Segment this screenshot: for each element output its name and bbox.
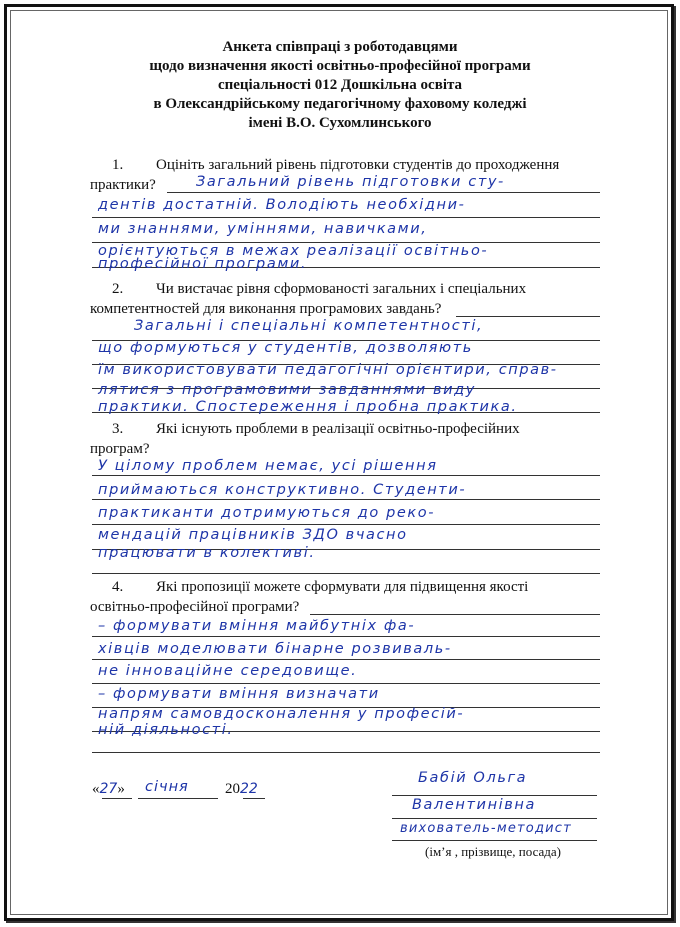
question-3-number: 3.	[112, 421, 124, 437]
question-2	[90, 279, 602, 319]
date-quote-open: «	[92, 781, 100, 797]
answer-1-handwriting-5: професійної програми.	[98, 256, 308, 272]
answer-3-line	[92, 524, 600, 525]
answer-3-handwriting-2: приймаються конструктивно. Студенти-	[98, 482, 467, 498]
answer-4-handwriting-6: ній діяльності.	[98, 722, 234, 738]
signatory-line	[392, 818, 597, 819]
question-1-text-a: Оцініть загальний рівень підготовки студентів до проходження	[156, 157, 560, 173]
date-year-suffix: 22	[240, 781, 258, 797]
answer-4-line	[92, 752, 600, 753]
answer-4-handwriting-3: не інноваційне середовище.	[98, 663, 358, 679]
date-day: 27	[99, 781, 118, 797]
title-line-5: імені В.О. Сухомлинського	[248, 115, 432, 131]
question-4	[90, 577, 602, 617]
answer-3-line	[92, 499, 600, 500]
date-year-prefix: 20	[225, 781, 240, 797]
answer-3-handwriting-3: практиканти дотримуються до реко-	[98, 505, 436, 521]
answer-1-line	[167, 192, 600, 193]
answer-3-handwriting-4: мендацій працівників ЗДО вчасно	[98, 527, 408, 543]
signatory-position: вихователь-методист	[400, 821, 572, 836]
date-year	[225, 781, 258, 798]
answer-2-handwriting-3: їм використовувати педагогічні орієнтири, справ-	[98, 362, 558, 378]
answer-4-line	[92, 659, 600, 660]
answer-1-handwriting-1: Загальний рівень підготовки сту-	[196, 174, 505, 190]
answer-1-handwriting-4: орієнтуються в межах реалізації освітньо-	[98, 243, 489, 259]
question-3-text-b: програм?	[90, 441, 150, 457]
answer-2-handwriting-2: що формуються у студентів, дозволяють	[98, 340, 473, 356]
answer-4-handwriting-1: – формувати вміння майбутніх фа-	[98, 618, 416, 634]
answer-4-handwriting-5: напрям самовдосконалення у професій-	[98, 706, 465, 722]
signatory-name: Бабій Ольга	[418, 770, 528, 786]
answer-4-line	[310, 614, 600, 615]
question-1-number: 1.	[112, 157, 124, 173]
date-month-line	[138, 798, 218, 799]
answer-1-handwriting-3: ми знаннями, уміннями, навичками,	[98, 221, 428, 237]
answer-4-line	[92, 683, 600, 684]
date-quote-close: »	[117, 781, 125, 797]
title-line-3: спеціальності 012 Дошкільна освіта	[217, 77, 463, 93]
answer-3-handwriting-5: працювати в колективі.	[98, 545, 316, 561]
answer-2-line	[456, 316, 600, 317]
title-line-1: Анкета співпраці з роботодавцями	[222, 39, 458, 55]
answer-3-handwriting-1: У цілому проблем немає, усі рішення	[98, 458, 438, 474]
signature-caption: (ім’я , прізвище, посада)	[425, 844, 561, 859]
question-2-number: 2.	[112, 281, 124, 297]
answer-2-handwriting-1: Загальні і спеціальні компетентності,	[134, 318, 484, 334]
answer-2-handwriting-4: лятися з програмовими завданнями виду	[98, 382, 476, 398]
question-3	[90, 419, 602, 459]
answer-4-line	[92, 636, 600, 637]
date-day-line	[102, 798, 132, 799]
question-2-text-a: Чи вистачає рівня сформованості загальних і спеціальних	[156, 281, 527, 297]
signatory-line	[392, 840, 597, 841]
question-3-text-a: Які існують проблеми в реалізації освітньо-професійних	[156, 421, 520, 437]
question-4-text-a: Які пропозиції можете сформувати для підвищення якості	[156, 579, 529, 595]
title-line-2: щодо визначення якості освітньо-професійної програми	[149, 58, 531, 74]
title-line-4: в Олександрійському педагогічному фаховому коледжі	[153, 96, 527, 112]
date-field	[92, 781, 125, 798]
answer-1-line	[92, 217, 600, 218]
date-month: січня	[145, 779, 189, 795]
question-4-text-b: освітньо-професійної програми?	[90, 599, 300, 615]
signatory-patronymic: Валентинівна	[412, 797, 536, 813]
date-year-line	[243, 798, 265, 799]
answer-2-handwriting-5: практики. Спостереження і пробна практика.	[98, 399, 518, 415]
question-4-number: 4.	[112, 579, 124, 595]
answer-3-line	[92, 573, 600, 574]
question-1-text-b: практики?	[90, 177, 156, 193]
answer-3-line	[92, 475, 600, 476]
answer-1-handwriting-2: дентів достатній. Володіють необхідни-	[98, 197, 466, 213]
document-title	[60, 38, 620, 133]
answer-4-handwriting-2: хівців моделювати бінарне розвиваль-	[98, 641, 452, 657]
signatory-line	[392, 795, 597, 796]
answer-4-handwriting-4: – формувати вміння визначати	[98, 686, 380, 702]
question-2-text-b: компетентностей для виконання програмових завдань?	[90, 301, 442, 317]
